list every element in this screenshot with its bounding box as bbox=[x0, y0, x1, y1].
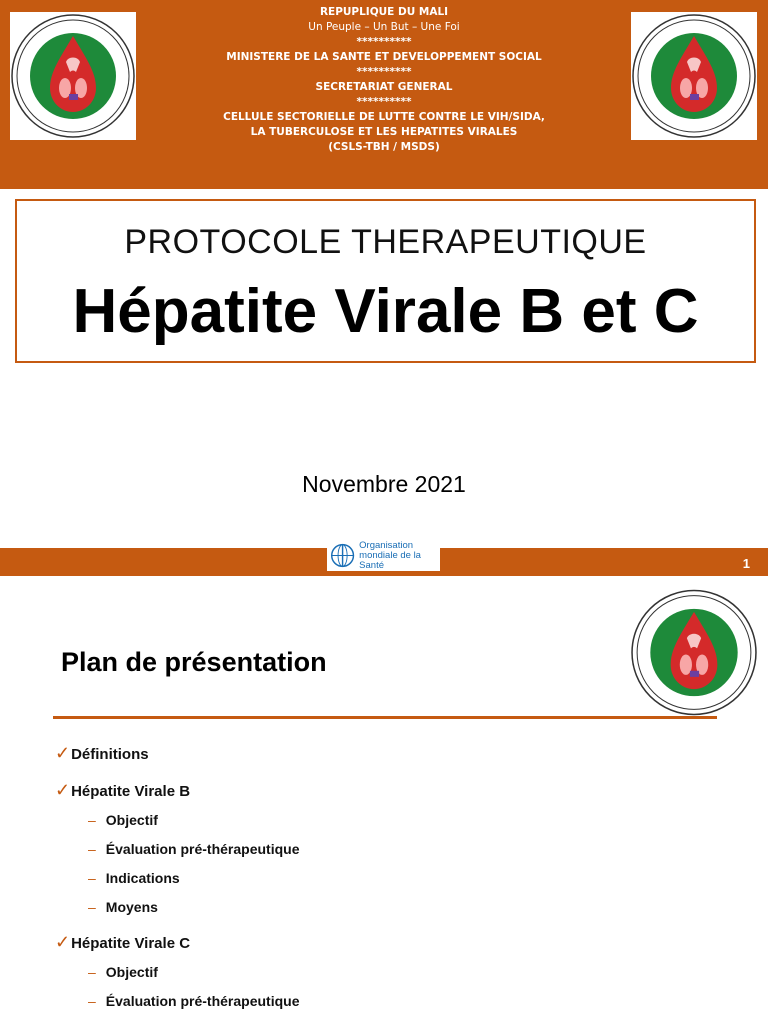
list-item-label: Hépatite Virale B bbox=[71, 783, 191, 800]
header-line-separator: ********** bbox=[356, 36, 412, 48]
header-line-separator: ********** bbox=[356, 66, 412, 78]
header-banner bbox=[0, 0, 768, 189]
header-line-separator: ********** bbox=[356, 96, 412, 108]
sub-item-label: Évaluation pré-thérapeutique bbox=[105, 993, 300, 1009]
sub-item-label: Objectif bbox=[105, 812, 158, 828]
dash-icon: – bbox=[88, 870, 96, 886]
sub-list-item bbox=[88, 964, 158, 980]
seal-logo-icon bbox=[630, 587, 758, 718]
sub-list-item bbox=[88, 841, 300, 857]
checkmark-icon: ✓ bbox=[55, 932, 71, 952]
checkmark-icon: ✓ bbox=[55, 743, 71, 763]
sub-item-label: Indications bbox=[105, 870, 180, 886]
header-line-republic: REPUPLIQUE DU MALI bbox=[319, 6, 449, 18]
protocol-title: PROTOCOLE THERAPEUTIQUE bbox=[124, 223, 647, 261]
list-item-label: Hépatite Virale C bbox=[71, 935, 191, 952]
dash-icon: – bbox=[88, 899, 96, 915]
main-title: Hépatite Virale B et C bbox=[72, 277, 699, 346]
sub-item-label: Moyens bbox=[105, 899, 158, 915]
header-text-block bbox=[140, 5, 628, 155]
sub-list-item bbox=[88, 812, 158, 828]
seal-logo-icon bbox=[10, 12, 136, 140]
who-logo bbox=[327, 540, 440, 571]
list-item bbox=[55, 780, 190, 801]
header-line-cellule: CELLULE SECTORIELLE DE LUTTE CONTRE LE VIH/SIDA, bbox=[223, 111, 545, 123]
dash-icon: – bbox=[88, 993, 96, 1009]
sub-list-item bbox=[88, 870, 180, 886]
header-line-ministry: MINISTERE DE LA SANTE ET DEVELOPPEMENT SOCIAL bbox=[226, 51, 542, 63]
list-item bbox=[55, 932, 190, 953]
csls-logo-right bbox=[631, 12, 757, 140]
header-line-motto: Un Peuple – Un But – Une Foi bbox=[308, 21, 460, 33]
title-divider bbox=[53, 716, 717, 719]
csls-logo-slide2 bbox=[630, 587, 758, 718]
page-number: 1 bbox=[742, 556, 750, 571]
sub-list-item bbox=[88, 993, 300, 1009]
header-line-secretariat: SECRETARIAT GENERAL bbox=[315, 81, 453, 93]
who-emblem-icon bbox=[329, 541, 356, 570]
date-text: Novembre 2021 bbox=[302, 471, 466, 497]
who-name-line1: Organisation bbox=[359, 539, 414, 551]
sub-item-label: Évaluation pré-thérapeutique bbox=[105, 841, 300, 857]
title-box bbox=[15, 199, 756, 363]
seal-logo-icon bbox=[631, 12, 757, 140]
header-line-acronym: (CSLS-TBH / MSDS) bbox=[328, 141, 440, 153]
header-line-cellule-2: LA TUBERCULOSE ET LES HEPATITES VIRALES bbox=[250, 126, 518, 138]
dash-icon: – bbox=[88, 841, 96, 857]
sub-item-label: Objectif bbox=[105, 964, 158, 980]
plan-title: Plan de présentation bbox=[61, 647, 327, 677]
sub-list-item bbox=[88, 899, 158, 915]
dash-icon: – bbox=[88, 812, 96, 828]
csls-logo-left bbox=[10, 12, 136, 140]
checkmark-icon: ✓ bbox=[55, 780, 71, 800]
list-item bbox=[55, 743, 149, 764]
list-item-label: Définitions bbox=[71, 746, 149, 763]
who-name-line2: mondiale de la Santé bbox=[359, 549, 421, 571]
who-name bbox=[359, 541, 440, 571]
dash-icon: – bbox=[88, 964, 96, 980]
